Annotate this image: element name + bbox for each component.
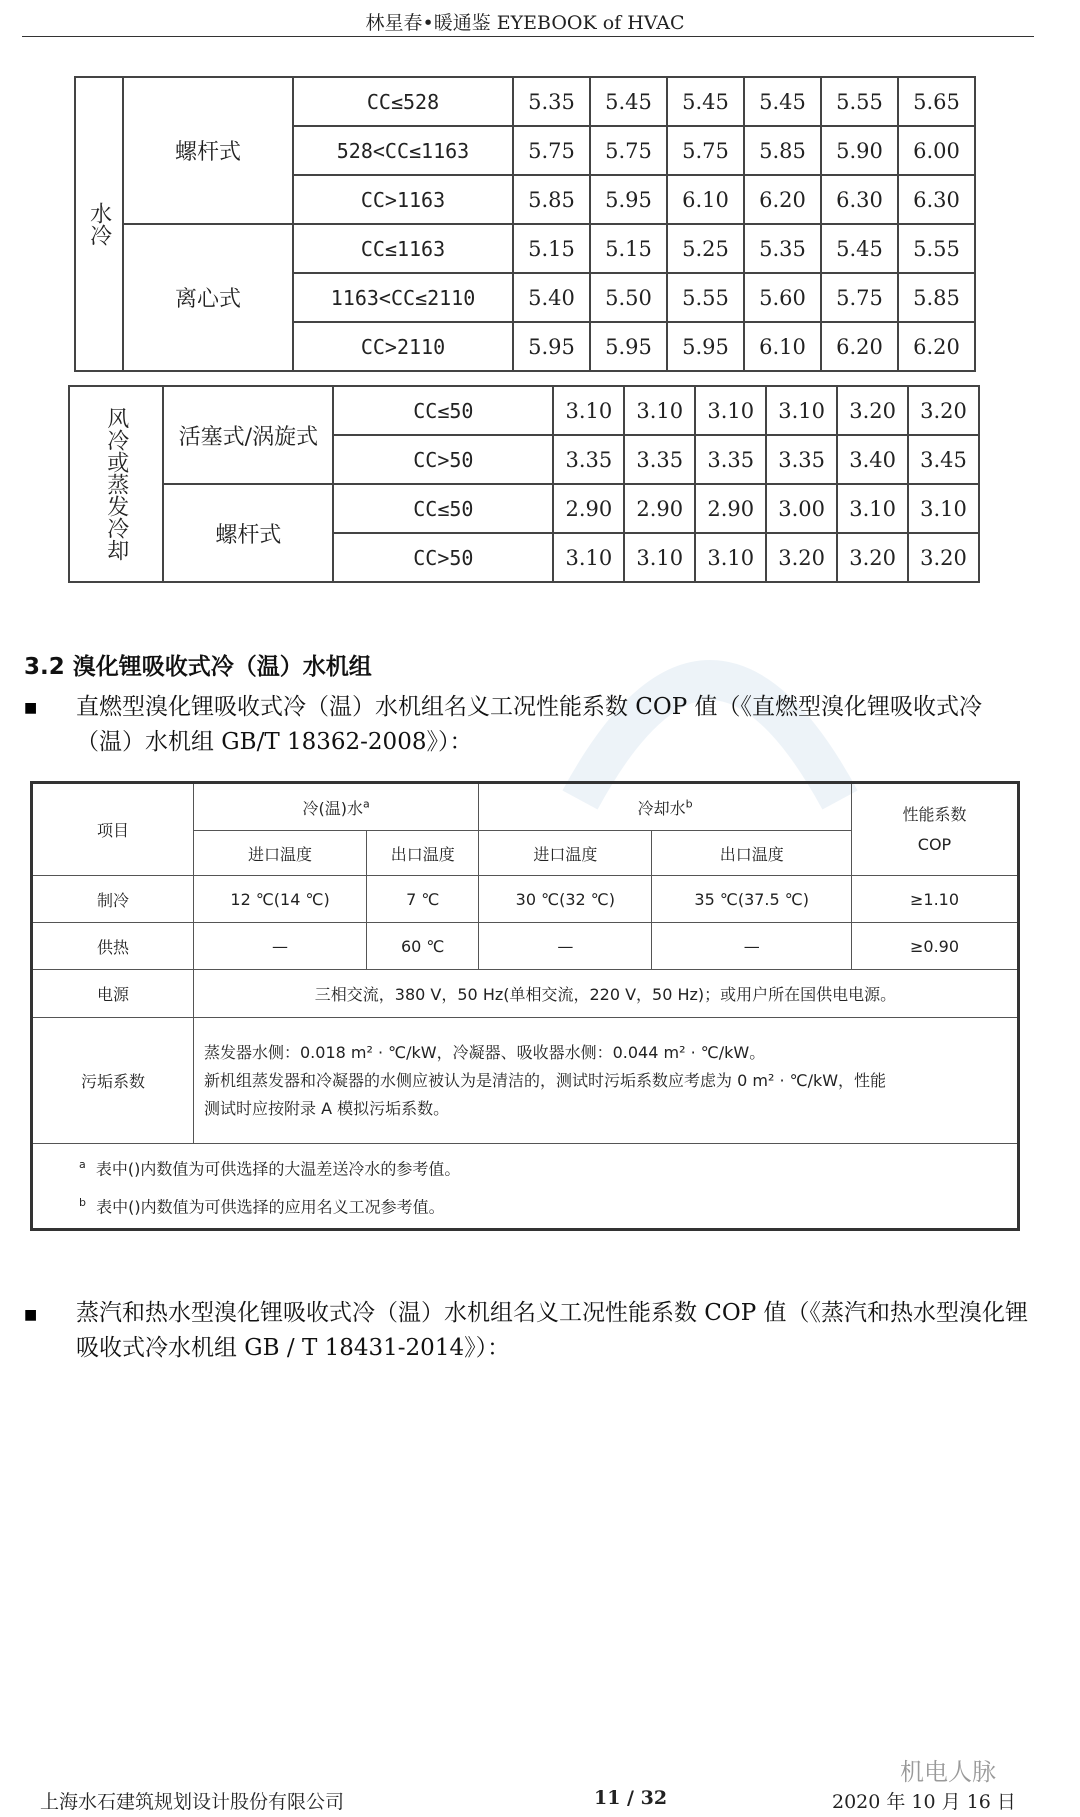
cop-value: 3.45 bbox=[908, 435, 979, 484]
cop-value: 3.20 bbox=[837, 386, 908, 435]
category-air-cooled: 风冷或蒸发冷却 bbox=[69, 386, 163, 582]
cop-value: 5.75 bbox=[590, 126, 667, 175]
cop-value: 6.30 bbox=[898, 175, 975, 224]
bullet-square-icon: ■ bbox=[24, 1307, 38, 1323]
cop-value: 3.20 bbox=[766, 533, 837, 582]
category-water-cooled: 水冷 bbox=[75, 77, 123, 371]
cop-value: 5.75 bbox=[667, 126, 744, 175]
cell-value: — bbox=[479, 923, 652, 970]
row-label-cooling: 制冷 bbox=[32, 876, 194, 923]
cop-value: 3.10 bbox=[695, 386, 766, 435]
cop-value: 3.35 bbox=[553, 435, 624, 484]
cell-value: 60 ℃ bbox=[367, 923, 479, 970]
cop-value: 3.20 bbox=[837, 533, 908, 582]
cell-value: ≥1.10 bbox=[852, 876, 1019, 923]
cop-value: 5.85 bbox=[744, 126, 821, 175]
cop-value: 5.15 bbox=[590, 224, 667, 273]
cell-fouling-text: 蒸发器水侧：0.018 m² · ℃/kW，冷凝器、吸收器水侧：0.044 m² · ℃/kW。 新机组蒸发器和冷凝器的水侧应被认为是清洁的，测试时污垢系数应考虑为 0 m² · ℃/kW，性能 测试时应按附录 A 模拟污垢系数。 bbox=[194, 1018, 1019, 1144]
cop-value: 6.20 bbox=[898, 322, 975, 371]
cop-value: 5.90 bbox=[821, 126, 898, 175]
wechat-watermark: 机电人脉 bbox=[900, 1758, 996, 1786]
cop-value: 2.90 bbox=[695, 484, 766, 533]
cell-value: 30 ℃(32 ℃) bbox=[479, 876, 652, 923]
cop-value: 5.15 bbox=[513, 224, 590, 273]
cop-value: 3.10 bbox=[624, 386, 695, 435]
note-b: $^b$ 表中()内数值为可供选择的应用名义工况参考值。 bbox=[79, 1196, 445, 1217]
cell-value: ≥0.90 bbox=[852, 923, 1019, 970]
cop-value: 3.10 bbox=[553, 386, 624, 435]
cop-value: 6.20 bbox=[821, 322, 898, 371]
cop-value: 3.10 bbox=[908, 484, 979, 533]
header-outlet-temp: 出口温度 bbox=[367, 831, 479, 876]
cell-power-text: 三相交流，380 V，50 Hz(单相交流，220 V，50 Hz)；或用户所在国供电电源。 bbox=[194, 970, 1019, 1018]
capacity-range: 1163<CC≤2110 bbox=[293, 273, 513, 322]
cop-value: 6.30 bbox=[821, 175, 898, 224]
footer-page-number: 11 / 32 bbox=[594, 1787, 668, 1809]
footer-company: 上海水石建筑规划设计股份有限公司 bbox=[40, 1791, 345, 1813]
type-piston-scroll: 活塞式/涡旋式 bbox=[163, 386, 333, 484]
cop-value: 5.25 bbox=[667, 224, 744, 273]
header-item: 项目 bbox=[32, 783, 194, 876]
header-inlet-temp: 进口温度 bbox=[194, 831, 367, 876]
cop-value: 3.10 bbox=[837, 484, 908, 533]
cell-value: 7 ℃ bbox=[367, 876, 479, 923]
header-outlet-temp: 出口温度 bbox=[652, 831, 852, 876]
cop-value: 5.45 bbox=[667, 77, 744, 126]
footer-date: 2020 年 10 月 16 日 bbox=[832, 1791, 1016, 1813]
cop-value: 5.50 bbox=[590, 273, 667, 322]
direct-fired-cop-table bbox=[30, 781, 1020, 1231]
cop-value: 5.95 bbox=[667, 322, 744, 371]
cop-value: 3.20 bbox=[908, 386, 979, 435]
type-screw: 螺杆式 bbox=[123, 77, 293, 224]
row-label-power: 电源 bbox=[32, 970, 194, 1018]
page-header-title: 林星春•暖通鉴 EYEBOOK of HVAC bbox=[365, 12, 685, 34]
section-title: 3.2 溴化锂吸收式冷（温）水机组 bbox=[24, 654, 372, 680]
cop-value: 5.65 bbox=[898, 77, 975, 126]
capacity-range: CC>2110 bbox=[293, 322, 513, 371]
cop-table-water-cooled bbox=[74, 76, 976, 372]
cop-value: 3.35 bbox=[766, 435, 837, 484]
cop-value: 5.40 bbox=[513, 273, 590, 322]
bullet-square-icon: ■ bbox=[24, 700, 38, 716]
paragraph-direct-fired: 直燃型溴化锂吸收式冷（温）水机组名义工况性能系数 COP 值（《直燃型溴化锂吸收式冷（温）水机组 GB/T 18362-2008》）： bbox=[76, 694, 983, 755]
header-chilled-water: 冷(温)水$^a$ bbox=[194, 783, 479, 831]
header-rule bbox=[22, 36, 1034, 37]
cop-value: 5.55 bbox=[898, 224, 975, 273]
cop-value: 5.60 bbox=[744, 273, 821, 322]
cop-value: 6.20 bbox=[744, 175, 821, 224]
cop-table-air-cooled bbox=[68, 385, 980, 583]
cop-value: 5.45 bbox=[821, 224, 898, 273]
cop-value: 2.90 bbox=[624, 484, 695, 533]
cop-value: 3.10 bbox=[624, 533, 695, 582]
cop-value: 5.85 bbox=[513, 175, 590, 224]
cell-value: 12 ℃(14 ℃) bbox=[194, 876, 367, 923]
type-centrifugal: 离心式 bbox=[123, 224, 293, 371]
cop-value: 5.45 bbox=[744, 77, 821, 126]
row-label-fouling: 污垢系数 bbox=[32, 1018, 194, 1144]
capacity-range: CC>50 bbox=[333, 435, 553, 484]
cop-value: 5.95 bbox=[513, 322, 590, 371]
cop-value: 5.55 bbox=[821, 77, 898, 126]
cop-value: 2.90 bbox=[553, 484, 624, 533]
capacity-range: CC>50 bbox=[333, 533, 553, 582]
capacity-range: CC≤528 bbox=[293, 77, 513, 126]
header-cop: 性能系数 COP bbox=[852, 783, 1019, 876]
cop-value: 6.10 bbox=[667, 175, 744, 224]
capacity-range: CC≤1163 bbox=[293, 224, 513, 273]
cop-value: 3.10 bbox=[695, 533, 766, 582]
header-cooling-water: 冷却水$^b$ bbox=[479, 783, 852, 831]
cop-value: 3.35 bbox=[624, 435, 695, 484]
cop-value: 6.00 bbox=[898, 126, 975, 175]
type-screw: 螺杆式 bbox=[163, 484, 333, 582]
cop-value: 5.95 bbox=[590, 175, 667, 224]
cop-value: 3.20 bbox=[908, 533, 979, 582]
cell-value: — bbox=[652, 923, 852, 970]
cop-value: 5.35 bbox=[744, 224, 821, 273]
paragraph-steam-hot-water: 蒸汽和热水型溴化锂吸收式冷（温）水机组名义工况性能系数 COP 值（《蒸汽和热水型溴化锂吸收式冷水机组 GB / T 18431-2014》）： bbox=[76, 1300, 1029, 1361]
capacity-range: CC≤50 bbox=[333, 484, 553, 533]
header-inlet-temp: 进口温度 bbox=[479, 831, 652, 876]
cop-value: 3.35 bbox=[695, 435, 766, 484]
capacity-range: CC≤50 bbox=[333, 386, 553, 435]
row-label-heating: 供热 bbox=[32, 923, 194, 970]
cop-value: 5.35 bbox=[513, 77, 590, 126]
note-a: $^a$ 表中()内数值为可供选择的大温差送冷水的参考值。 bbox=[79, 1157, 461, 1178]
capacity-range: 528<CC≤1163 bbox=[293, 126, 513, 175]
cop-value: 3.00 bbox=[766, 484, 837, 533]
table-notes bbox=[32, 1144, 1019, 1230]
cop-value: 3.10 bbox=[766, 386, 837, 435]
cop-value: 5.55 bbox=[667, 273, 744, 322]
cop-value: 5.75 bbox=[513, 126, 590, 175]
cop-value: 5.85 bbox=[898, 273, 975, 322]
cell-value: 35 ℃(37.5 ℃) bbox=[652, 876, 852, 923]
cop-value: 5.75 bbox=[821, 273, 898, 322]
cop-value: 5.95 bbox=[590, 322, 667, 371]
cop-value: 5.45 bbox=[590, 77, 667, 126]
cell-value: — bbox=[194, 923, 367, 970]
cop-value: 3.10 bbox=[553, 533, 624, 582]
cop-value: 6.10 bbox=[744, 322, 821, 371]
cop-value: 3.40 bbox=[837, 435, 908, 484]
capacity-range: CC>1163 bbox=[293, 175, 513, 224]
